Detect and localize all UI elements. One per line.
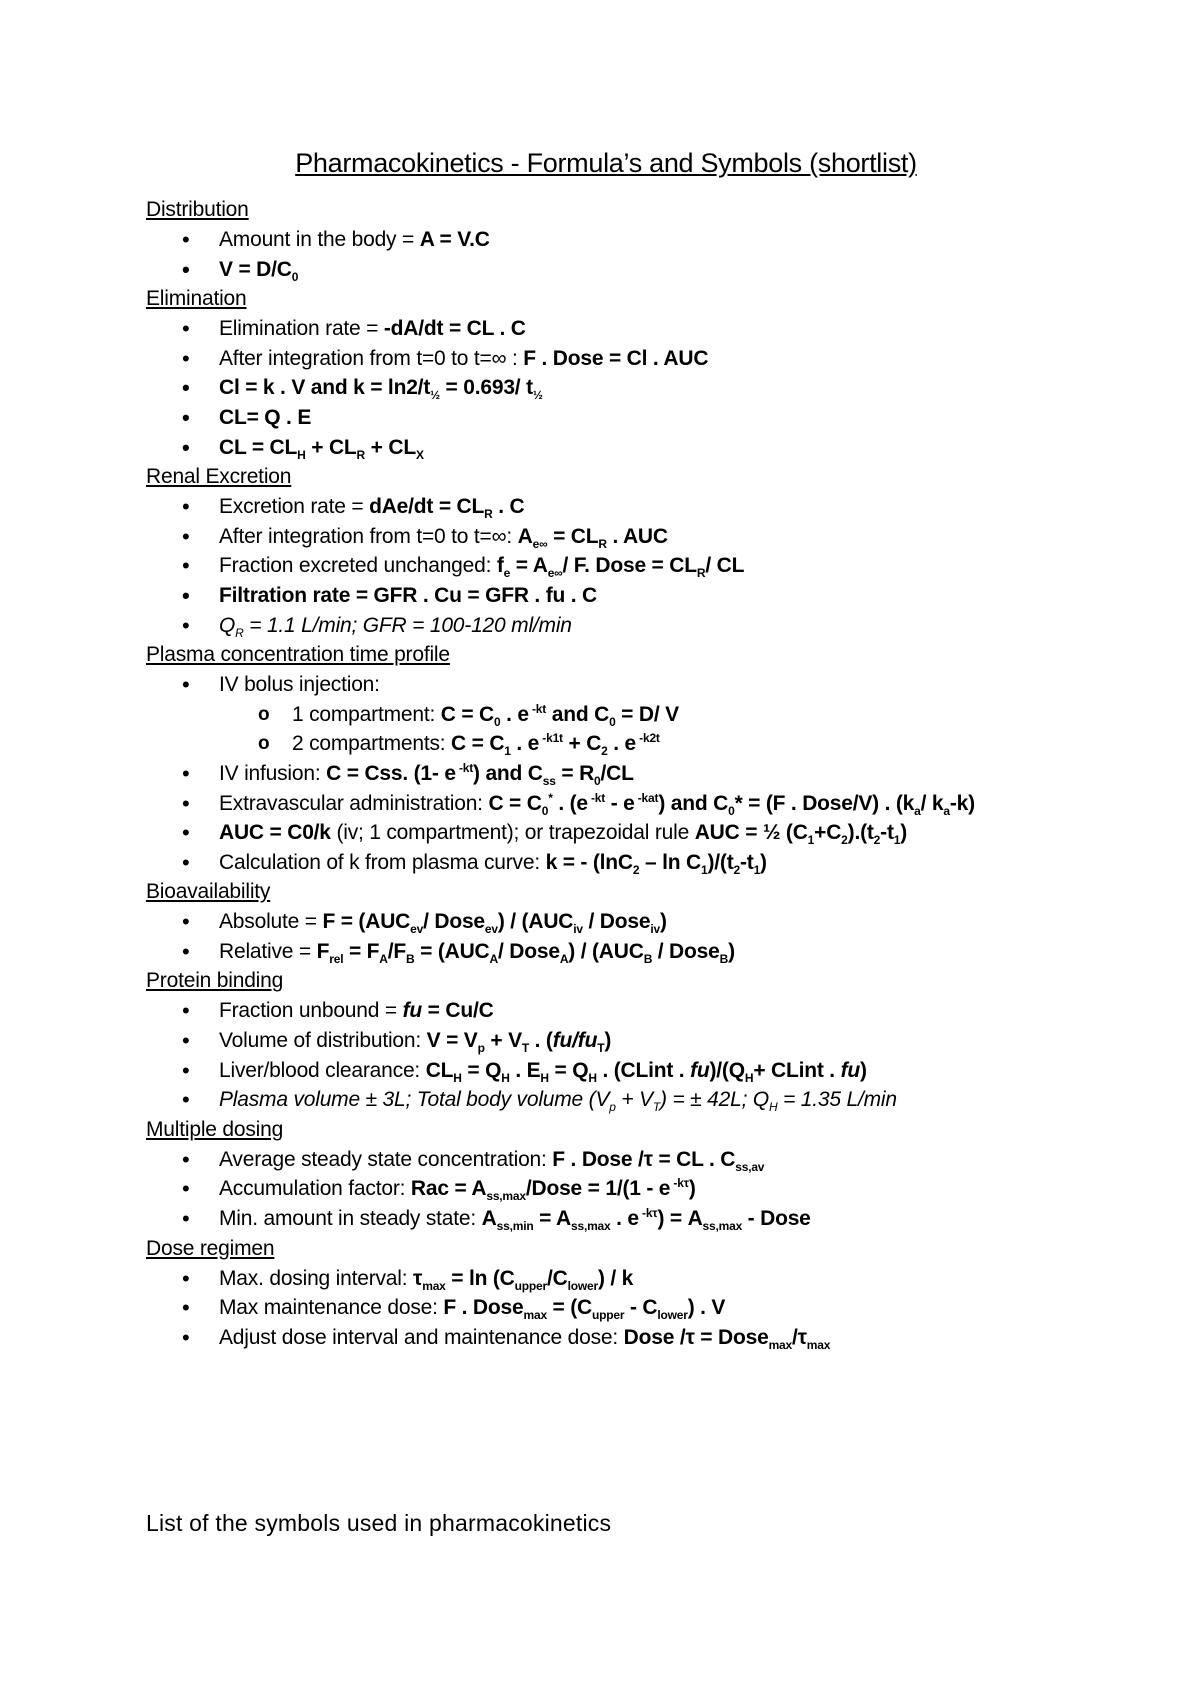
list-item: • CL = $CL_H + CL_R + CL_X$	[146, 433, 1066, 463]
section-heading-elimination: Elimination	[146, 287, 247, 311]
sub-list-item: o 2 compartments: $C = C_1$ . e $^{-k1t} + C_2$ . e $^{-k2t}$	[146, 729, 1066, 759]
page-title: Pharmacokinetics - Formula’s and Symbols (shortlist)	[295, 148, 917, 178]
list-item: • Min. amount in steady state: $A_{ss,min} = A_{ss,max}$ . e $^{-k\tau}) = A_{ss,max}$ - Dose	[146, 1204, 1066, 1234]
list-item: • Extravascular administration: $C = C_0^*$ . (e $^{-kt}$ - e $^{-kat}$) and $C_0* = (F$ . Dose/V) . ($k_a/$ $k_a-k$)	[146, 789, 1066, 819]
renal-list	[146, 492, 1066, 640]
list-item: • Fraction excreted unchanged: $f_e = A_{e\infty}/$ F. Dose = $CL_R/$ CL	[146, 551, 1066, 581]
list-item: • AUC = C0/k (iv; 1 compartment); or trapezoidal rule AUC = ½ $(C_1+C_2).(t_2-t_1)$	[146, 818, 1066, 848]
section-heading-plasma-profile: Plasma concentration time profile	[146, 643, 450, 667]
list-item: • Adjust dose interval and maintenance dose: Dose $/\tau = Dose_{max}/\tau_{max}$	[146, 1323, 1066, 1353]
list-item: • Filtration rate = GFR . Cu = GFR . fu . C	[146, 581, 1066, 611]
list-item: • $Q_R = 1.1$ L/min; GFR = 100-120 ml/min	[146, 611, 1066, 641]
list-item: • Volume of distribution: $V = V_p + V_T$ . $(fu/fu_T)$	[146, 1026, 1066, 1056]
list-item: • Cl = k . V and $k = \ln 2/t_{\frac{1}{2}} = 0.693/$ $t_{\frac{1}{2}}$	[146, 373, 1066, 403]
list-item: • Average steady state concentration: F . Dose /τ = CL . $C_{ss,av}$	[146, 1145, 1066, 1175]
protein-list	[146, 996, 1066, 1114]
list-item: • Fraction unbound = fu = Cu/C	[146, 996, 1066, 1026]
list-item: • Absolute = $F = (AUC_{ev}/$ Dose$_{ev}$) / ($AUC_{iv}$ / Dose$_{iv}$)	[146, 907, 1066, 937]
section-heading-dose-regimen: Dose regimen	[146, 1236, 275, 1260]
section-heading-protein-binding: Protein binding	[146, 969, 284, 993]
document-page	[146, 148, 1066, 1352]
distribution-list	[146, 225, 1066, 284]
elimination-list	[146, 314, 1066, 462]
list-item: • Calculation of k from plasma curve: k = - $(\ln C_2 - \ln C_1)/(t_2-t_1)$	[146, 848, 1066, 878]
dose-regimen-list	[146, 1264, 1066, 1353]
section-heading-bioavailability: Bioavailability	[146, 880, 271, 904]
list-item: • After integration from t=0 to t=∞: $A_{e\infty} = CL_R$ . AUC	[146, 522, 1066, 552]
list-item: • Max. dosing interval: $\tau_{max} = \ln (C_{upper}/C_{lower}) / k$	[146, 1264, 1066, 1294]
list-item: • CL= Q . E	[146, 403, 1066, 433]
list-item: • Elimination rate = -dA/dt = CL . C	[146, 314, 1066, 344]
list-item: • Accumulation factor: Rac = $A_{ss,max}$/Dose = 1/(1 - e $^{-k\tau}$)	[146, 1174, 1066, 1204]
list-item: • Plasma volume ± 3L; Total body volume $(V_p + V_T)$ = ± 42L; $Q_H = 1.35$ L/min	[146, 1085, 1066, 1115]
list-item: • IV bolus injection:	[146, 670, 1066, 700]
list-item: • Max maintenance dose: F . Dose$_{max}$ = $(C_{upper} - C_{lower})$ . V	[146, 1293, 1066, 1323]
section-heading-distribution: Distribution	[146, 198, 249, 221]
list-item: • Excretion rate = $dAe/dt = CL_R$ . C	[146, 492, 1066, 522]
list-item: • Liver/blood clearance: $CL_H = Q_H$ . $E_H = Q_H$ . (CLint . $fu)/(Q_H+$ CLint . fu)	[146, 1056, 1066, 1086]
section-heading-renal-excretion: Renal Excretion	[146, 465, 292, 489]
list-item: • Amount in the body = A = V.C	[146, 225, 1066, 255]
list-item: • Relative = $F_{rel} = F_A/F_B = (AUC_A/$ Dose$_A$) / ($AUC_B$ / Dose$_B$)	[146, 937, 1066, 967]
section-heading-multiple-dosing: Multiple dosing	[146, 1117, 284, 1141]
bioavailability-list	[146, 907, 1066, 966]
sub-list-item: o 1 compartment: $C = C_0$ . e $^{-kt}$ and $C_0 = D/$ V	[146, 700, 1066, 730]
plasma-list	[146, 670, 1066, 877]
list-item: • After integration from t=0 to t=∞ : F . Dose = Cl . AUC	[146, 344, 1066, 374]
symbols-list-title: List of the symbols used in pharmacokinetics	[146, 1510, 612, 1536]
multiple-dosing-list	[146, 1145, 1066, 1234]
list-item: • $V = D/C_0$	[146, 255, 1066, 285]
list-item: • IV infusion: C = Css. (1- e $^{-kt}$) and $C_{ss} = R_0/CL$	[146, 759, 1066, 789]
